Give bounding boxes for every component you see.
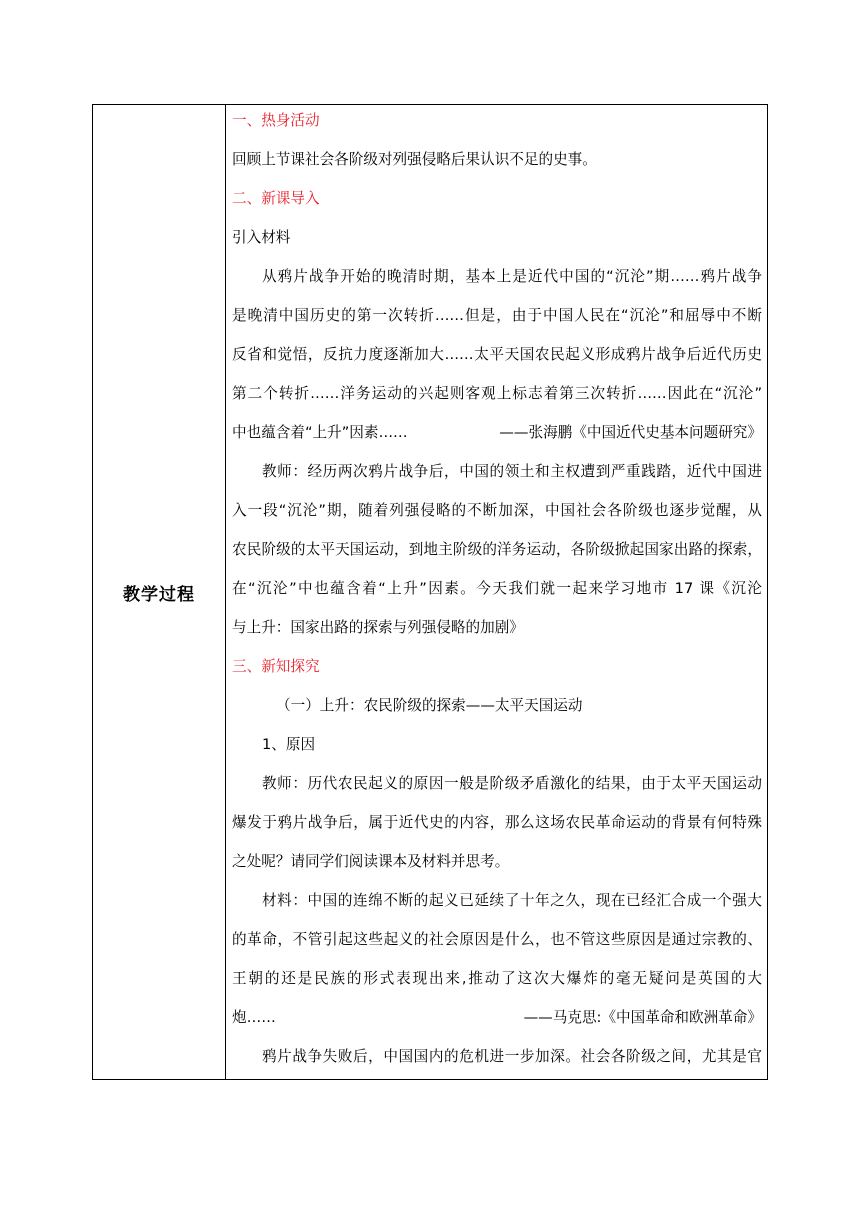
quote-line: 第二个转折……洋务运动的兴起则客观上标志着第三次转折……因此在“沉沦” bbox=[232, 385, 762, 402]
quote-text: 中也蕴含着“上升”因素…… bbox=[232, 424, 408, 441]
paragraph-line: 回顾上节课社会各阶级对列强侵略后果认识不足的史事。 bbox=[232, 151, 597, 168]
paragraph-line: 引入材料 bbox=[232, 229, 291, 246]
quote-line: 王朝的还是民族的形式表现出来,推动了这次大爆炸的毫无疑问是英国的大 bbox=[232, 970, 762, 987]
subsection-item: 1、原因 bbox=[262, 736, 316, 753]
paragraph-line: 在“沉沦”中也蕴含着“上升”因素。今天我们就一起来学习地市 17 课《沉沦 bbox=[232, 580, 762, 597]
section-heading-explore: 三、新知探究 bbox=[232, 658, 320, 675]
row-label: 教学过程 bbox=[123, 584, 195, 605]
quote-source: ——马克思:《中国革命和欧洲革命》 bbox=[523, 1009, 762, 1026]
paragraph-line: 教师：历代农民起义的原因一般是阶级矛盾激化的结果，由于太平天国运动 bbox=[262, 775, 762, 792]
row-label-cell bbox=[93, 105, 225, 1079]
quote-line: 是晚清中国历史的第一次转折……但是，由于中国人民在“沉沦”和屈辱中不断 bbox=[232, 307, 762, 324]
column-divider bbox=[225, 105, 226, 1079]
paragraph-line: 之处呢？请同学们阅读课本及材料并思考。 bbox=[232, 853, 510, 870]
section-heading-intro: 二、新课导入 bbox=[232, 190, 320, 207]
lesson-table bbox=[92, 104, 768, 1080]
section-heading-warmup: 一、热身活动 bbox=[232, 112, 320, 129]
quote-line-with-source bbox=[232, 423, 762, 443]
quote-line: 的革命，不管引起这些起义的社会原因是什么，也不管这些原因是通过宗教的、 bbox=[232, 931, 762, 948]
subsection-heading: （一）上升：农民阶级的探索——太平天国运动 bbox=[276, 697, 583, 714]
paragraph-line: 入一段“沉沦”期，随着列强侵略的不断加深，中国社会各阶级也逐步觉醒，从 bbox=[232, 502, 762, 519]
quote-line: 从鸦片战争开始的晚清时期，基本上是近代中国的“沉沦”期……鸦片战争 bbox=[262, 268, 762, 285]
quote-text: 炮…… bbox=[232, 1009, 276, 1026]
paragraph-line: 农民阶级的太平天国运动，到地主阶级的洋务运动，各阶级掀起国家出路的探索， bbox=[232, 541, 762, 558]
quote-source: ——张海鹏《中国近代史基本问题研究》 bbox=[499, 424, 762, 441]
paragraph-line: 与上升：国家出路的探索与列强侵略的加剧》 bbox=[232, 619, 524, 636]
quote-line: 材料：中国的连绵不断的起义已延续了十年之久，现在已经汇合成一个强大 bbox=[262, 892, 762, 909]
quote-line: 反省和觉悟，反抗力度逐渐加大……太平天国农民起义形成鸦片战争后近代历史 bbox=[232, 346, 762, 363]
paragraph-line: 教师：经历两次鸦片战争后，中国的领土和主权遭到严重践踏，近代中国进 bbox=[262, 463, 762, 480]
quote-line-with-source bbox=[232, 1008, 762, 1028]
paragraph-line: 鸦片战争失败后，中国国内的危机进一步加深。社会各阶级之间，尤其是官 bbox=[262, 1048, 762, 1065]
paragraph-line: 爆发于鸦片战争后，属于近代史的内容，那么这场农民革命运动的背景有何特殊 bbox=[232, 814, 762, 831]
